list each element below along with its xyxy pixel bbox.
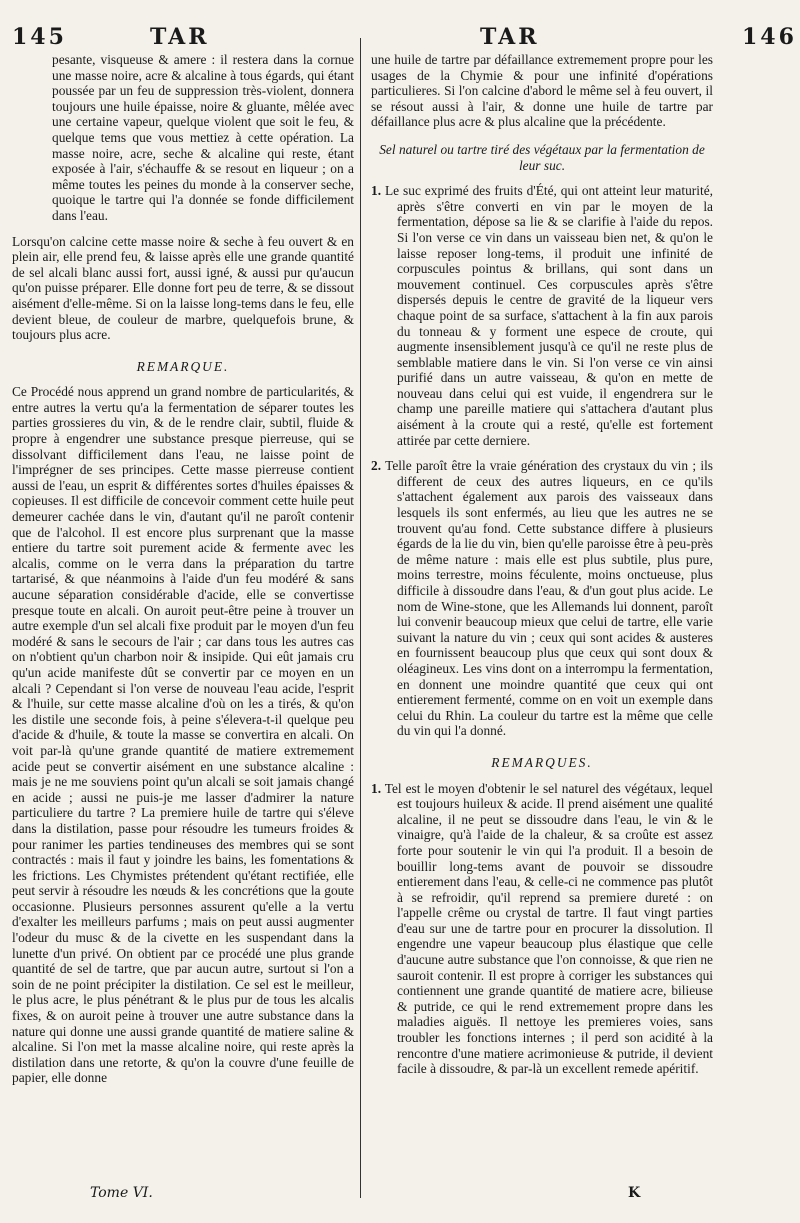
numbered-paragraph-3 — [371, 781, 713, 1077]
paragraph-number: 1. — [371, 780, 382, 796]
paragraph-number: 2. — [371, 458, 382, 474]
left-paragraph-3: Ce Procédé nous apprend un grand nombre de particularités, & entre autres la vertu qu'a la fermentation de séparer toutes les parties grossieres du vin, & de le rendre clair, subtil, fluide & propre à engendrer une substance presque pierreuse, qui se dissolvant difficilement dans l'eau, ne laisse point de l'imprégner de ses principes. Cette masse pierreuse contient aussi de l'eau, un esprit & différentes sortes d'huiles épaisses & copieuses. Il est difficile de concevoir comment cette huile peut demeurer cachée dans le vin, d'autant qu'il ne paroît contenir que de l'alcohol. Il est encore plus surprenant que la masse entiere du tartre soit purement acide & fermente avec les alcalis, comme on le verra dans la préparation du tartre tartarisé, & que néanmoins à l'aide d'un feu modéré & sans aucune séparation considérable d'acide, elle se convertisse presque toute en alcali. On auroit peut-être peine à trouver un autre exemple d'un sel alcali fixe produit par le moyen d'un feu modéré & sans le secours de l'air ; car dans tous les autres cas on n'obtient qu'un charbon noir & insipide. Qui eût jamais cru qu'un acide manifeste dût se convertir par ce moyen en un alcali ? Cependant si l'on verse de nouveau l'eau acide, l'esprit & l'huile, sur cette masse alcaline d'où on les a tirés, & qu'on les distile une seconde fois, à peine s'élevera-t-il quelque peu d'acide & d'huile, & toute la masse se convertira en alcali. On voit par-là qu'une grande quantité de matiere extremement acide peut se convertir aisément en une substance alcaline : mais je ne me souviens point qu'un alcali se soit jamais changé en acide ; aussi ne puis-je me lasser d'admirer la nature particuliere du tartre ? La premiere huile de tartre qui s'éleve dans la distilation, passe pour résoudre les tumeurs froides & pour ranimer les parties tendineuses des membres qui se sont contractés : mais il faut y joindre les bains, les fomentations & les frictions. Les Chymistes prétendent qu'étant rectifiée, elle peut servir à résoudre les nœuds & les concrétions que la goute occasionne. Plusieurs personnes assurent qu'elle a la vertu d'exalter les meilleurs parfums ; mais on peut aussi augmenter l'odeur du musc & de la civette en les suspendant dans la lunette d'un privé. On obtient par ce procédé une plus grande quantité de sel de tartre, que par aucun autre, surtout si l'on a soin de ne point précipiter la distilation. Ce sel est le meilleur, le plus acre, le plus pénétrant & le plus pur de tous les alcalis fixes, & on auroit peine à trouver une autre substance dans la nature qui donne une aussi grande quantité de matiere saline & alcaline. Si l'on met la masse alcaline noire, qui reste après la distilation dans une retorte, & qu'on la couvre d'une feuille de papier, elle donne — [12, 384, 354, 1086]
section-subtitle: Sel naturel ou tartre tiré des végétaux par la fermentation de leur suc. — [379, 141, 705, 173]
right-running-head: TAR — [480, 24, 540, 50]
volume-footer: Tome VI. — [90, 1185, 153, 1201]
paragraph-text: Tel est le moyen d'obtenir le sel naturel des végétaux, lequel est toujours huileux & acide. Il prend aisément une qualité alcaline, il ne peut se dissoudre dans l'eau, le vin & le vinaigre, qu'à l'aide de la chaleur, & sa croûte est assez forte pour soutenir le vin qui l'a produit. Il a besoin de bouillir long-tems avant de pouvoir se dissoudre entierement dans l'eau, & celle-ci ne commence pas plutôt à se refroidir, qu'il reprend sa premiere dureté : on l'appelle crême ou crystal de tartre. Il faut vingt parties d'eau sur une de tartre pour en procurer la dissolution. Il engendre une vapeur beaucoup plus élastique que celle d'aucune autre substance que l'on connoisse, & que rien ne sauroit contenir. Il est propre à corriger les substances qui contiennent une grande quantité de matiere acre, bilieuse & putride, ce qui le rend extremement propre dans les maladies aiguës. Il nettoye les premieres voies, sans troubler les fonctions internes ; il perd son acidité à la rencontre d'une matiere acrimonieuse & putride, il devient facile à dissoudre, & par-là un excellent remede apéritif. — [384, 780, 713, 1077]
right-page-number: 146 — [742, 24, 797, 50]
numbered-paragraph-2 — [371, 458, 713, 739]
column-divider — [360, 38, 361, 1198]
left-running-head: TAR — [150, 24, 210, 50]
paragraph-text: Telle paroît être la vraie génération des crystaux du vin ; ils different de ceux des autres liqueurs, en ce qu'ils s'attachent également aux parois des vaisseaux dans lesquels ils sont enfermés, au lieu que les autres ne se trouvent qu'au fond. Cette substance differe à plusieurs égards de la lie du vin, bien qu'elle paroisse être à peu-près de même nature : mais elle est plus subtile, plus pure, moins terrestre, moins féculente, moins onctueuse, plus difficile à dissoudre dans l'eau, & d'un gout plus acide. Le nom de Wine-stone, que les Allemands lui donnent, paroît lui convenir beaucoup mieux que celui de tartre, elle varie suivant la nature du vin ; ceux qui sont acides & austeres en fournissent beaucoup plus que ceux qui sont doux & oléagineux. Les vins dont on a interrompu la fermentation, en donnent une moindre quantité que ceux qui ont entierement fermenté, comme on en voit un exemple dans celui du Rhin. La couleur du tartre est la même que celle du vin qui l'a donné. — [385, 458, 713, 739]
signature-mark: K — [628, 1185, 641, 1201]
left-column — [12, 52, 354, 1096]
right-paragraph-1: une huile de tartre par défaillance extremement propre pour les usages de la Chymie & pour une infinité d'opérations particulieres. Si l'on calcine d'abord le même sel à feu ouvert, il se résout aussi à l'air, & donne une huile de tartre par défaillance plus acre & plus alcaline que la précédente. — [371, 52, 713, 130]
left-paragraph-1: pesante, visqueuse & amere : il restera dans la cornue une masse noire, acre & alcaline à tous égards, qui étant poussée par un feu de suppression très-violent, donnera toujours une huile épaisse, noire & gluante, mêlée avec une certaine vapeur, quelque violent que soit le feu, & quelque tems que vous mettiez à cette opération. La masse noire, acre, seche & alcaline qui reste, étant exposée à l'air, s'échauffe & se resout en liqueur ; on a même toutes les peines du monde à la conserver seche, quoique le tartre qui l'a donnée se fonde difficilement dans l'eau. — [52, 52, 354, 223]
remarque-heading: REMARQUE. — [136, 358, 230, 374]
paragraph-text: Le suc exprimé des fruits d'Été, qui ont atteint leur maturité, après s'être converti en vin par le moyen de la fermentation, dépose sa lie & se clarifie à l'aide du repos. Si l'on verse ce vin dans un vaisseau bien net, & qu'on le laisse reposer long-tems, il produit une infinité de corpuscules pointus & brillans, qui sont dans un mouvement continuel. Ces corpuscules après s'être dispersés depuis le centre de gravité de la liqueur vers chaque point de sa surface, s'attachent à la fin aux parois du tonneau & y forment une espece de croute, qui augmente insensiblement jusqu'à ce qu'il ne reste plus de semblable matiere dans le vin. Si l'on verse ce vin ainsi purifié dans un autre vaisseau, & qu'on en mette de nouveau dans celui qui est vuide, il engendrera sur le champ une pareille matiere qui s'attachera d'autant plus aisément à la croute qui a resté, qu'elle est fortement attirée par cette derniere. — [384, 183, 713, 448]
paragraph-number: 1. — [371, 183, 382, 199]
left-paragraph-2: Lorsqu'on calcine cette masse noire & seche à feu ouvert & en plein air, elle prend feu, & laisse après elle une grande quantité de sel alcali blanc aussi fort, aussi igné, & aussi pur qu'aucun qu'on puisse préparer. Elle donne fort peu de terre, & se dissout aisément d'elle-même. Si on la laisse long-tems dans le feu, elle devient bleue, de couleur de marbre, quelquefois brune, & toujours plus acre. — [12, 233, 354, 343]
left-page-number: 145 — [12, 24, 67, 50]
right-column — [371, 52, 713, 1087]
remarques-heading: REMARQUES. — [491, 754, 593, 770]
numbered-paragraph-1 — [371, 183, 713, 448]
